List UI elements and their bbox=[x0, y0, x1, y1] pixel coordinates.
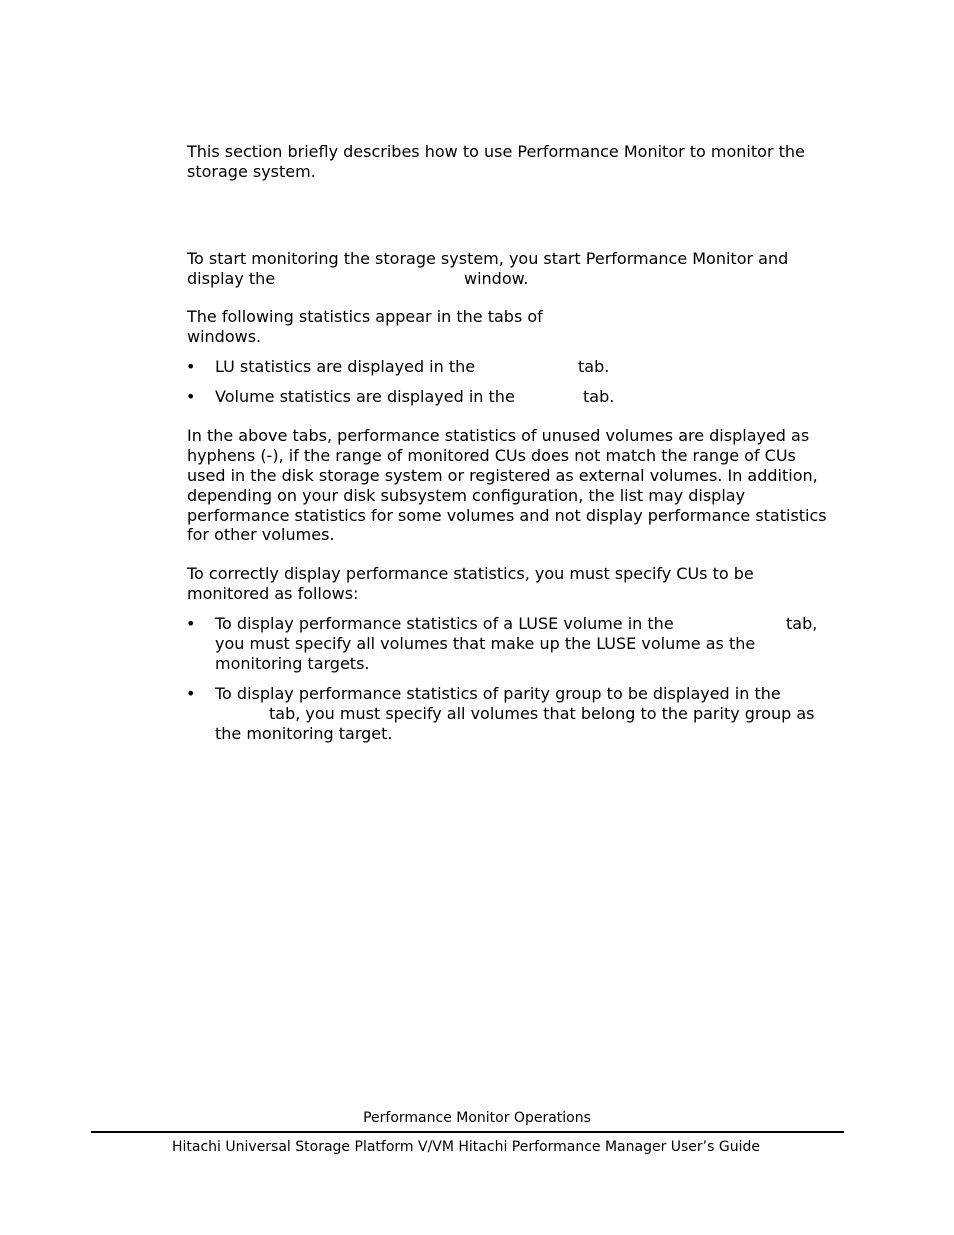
parity-line-2: tab, you must specify all volumes that belong to the parity group as bbox=[269, 704, 815, 723]
footer-section-title: Performance Monitor Operations bbox=[363, 1110, 591, 1126]
start-line-2a: display the bbox=[187, 269, 276, 288]
unused-line-4: depending on your disk subsystem configuration, the list may display bbox=[187, 486, 746, 505]
bullet-marker: • bbox=[186, 614, 196, 633]
bullet-marker: • bbox=[186, 357, 196, 376]
lu-stats-tab: tab. bbox=[578, 357, 610, 376]
unused-line-2: hyphens (-), if the range of monitored CUs does not match the range of CUs bbox=[187, 446, 796, 465]
volume-stats-text: Volume statistics are displayed in the bbox=[215, 387, 515, 406]
bullet-marker: • bbox=[186, 387, 196, 406]
intro-line-1: This section briefly describes how to use Performance Monitor to monitor the bbox=[187, 142, 805, 161]
stats-line-1: The following statistics appear in the tabs of bbox=[187, 307, 543, 326]
volume-stats-tab: tab. bbox=[583, 387, 615, 406]
parity-line-3: the monitoring target. bbox=[215, 724, 393, 743]
lu-stats-text: LU statistics are displayed in the bbox=[215, 357, 476, 376]
luse-line-3: monitoring targets. bbox=[215, 654, 370, 673]
start-line-1: To start monitoring the storage system, you start Performance Monitor and bbox=[187, 249, 789, 268]
unused-line-5: performance statistics for some volumes and not display performance statistics bbox=[187, 506, 827, 525]
footer-book-title: Hitachi Universal Storage Platform V/VM Hitachi Performance Manager User’s Guide bbox=[172, 1139, 760, 1155]
parity-line-1: To display performance statistics of parity group to be displayed in the bbox=[215, 684, 781, 703]
bullet-marker: • bbox=[186, 684, 196, 703]
luse-line-1b: tab, bbox=[786, 614, 818, 633]
intro-line-2: storage system. bbox=[187, 162, 316, 181]
footer-divider bbox=[91, 1131, 844, 1133]
unused-line-1: In the above tabs, performance statistics of unused volumes are displayed as bbox=[187, 426, 810, 445]
start-line-2b: window. bbox=[464, 269, 529, 288]
unused-line-6: for other volumes. bbox=[187, 525, 335, 544]
stats-line-2: windows. bbox=[187, 327, 262, 346]
luse-line-2: you must specify all volumes that make up the LUSE volume as the bbox=[215, 634, 756, 653]
correct-line-1: To correctly display performance statistics, you must specify CUs to be bbox=[187, 564, 754, 583]
unused-line-3: used in the disk storage system or registered as external volumes. In addition, bbox=[187, 466, 818, 485]
correct-line-2: monitored as follows: bbox=[187, 584, 359, 603]
luse-line-1a: To display performance statistics of a LUSE volume in the bbox=[215, 614, 674, 633]
